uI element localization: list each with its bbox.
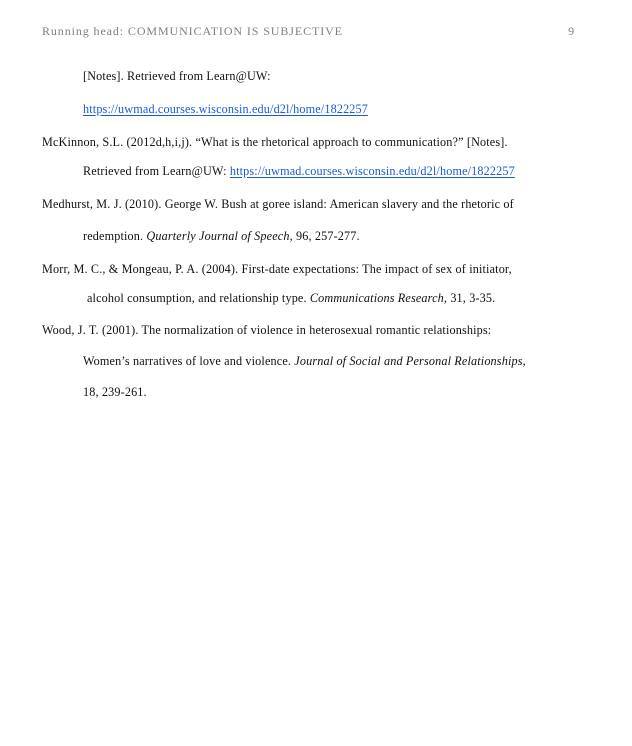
- reference-wood-line2: [83, 354, 526, 369]
- reference-wood-line3: 18, 239-261.: [83, 385, 147, 399]
- reference-text: alcohol consumption, and relationship type.: [87, 291, 307, 305]
- reference-continuation-line: [Notes]. Retrieved from Learn@UW:: [83, 69, 271, 83]
- page-number: 9: [568, 24, 575, 38]
- running-head: Running head: COMMUNICATION IS SUBJECTIVE: [42, 24, 343, 38]
- reference-medhurst-line1: Medhurst, M. J. (2010). George W. Bush at goree island: American slavery and the rhetoric of: [42, 197, 514, 211]
- reference-medhurst-line2: [83, 229, 360, 244]
- reference-wood-line1: Wood, J. T. (2001). The normalization of violence in heterosexual romantic relationships:: [42, 323, 492, 337]
- reference-text: redemption.: [83, 229, 144, 243]
- journal-title: Communications Research,: [309, 291, 448, 305]
- page-header: [42, 24, 575, 39]
- reference-morr-line1: Morr, M. C., & Mongeau, P. A. (2004). First-date expectations: The impact of sex of initiator,: [42, 262, 512, 276]
- reference-link-line: [83, 102, 368, 117]
- journal-title: Quarterly Journal of Speech,: [146, 229, 293, 243]
- journal-details: 31, 3-35.: [450, 291, 496, 305]
- journal-title: Journal of Social and Personal Relationships,: [294, 354, 526, 368]
- reference-mckinnon-line2: [83, 164, 515, 179]
- reference-link[interactable]: https://uwmad.courses.wisconsin.edu/d2l/home/1822257: [83, 102, 369, 116]
- retrieved-text: Retrieved from Learn@UW:: [83, 164, 227, 178]
- reference-link[interactable]: https://uwmad.courses.wisconsin.edu/d2l/home/1822257: [229, 164, 515, 178]
- journal-details: 96, 257-277.: [295, 229, 360, 243]
- reference-mckinnon-line1: McKinnon, S.L. (2012d,h,i,j). “What is the rhetorical approach to communication?” [Notes].: [42, 135, 508, 149]
- reference-morr-line2: [87, 291, 495, 306]
- reference-text: Women’s narratives of love and violence.: [83, 354, 292, 368]
